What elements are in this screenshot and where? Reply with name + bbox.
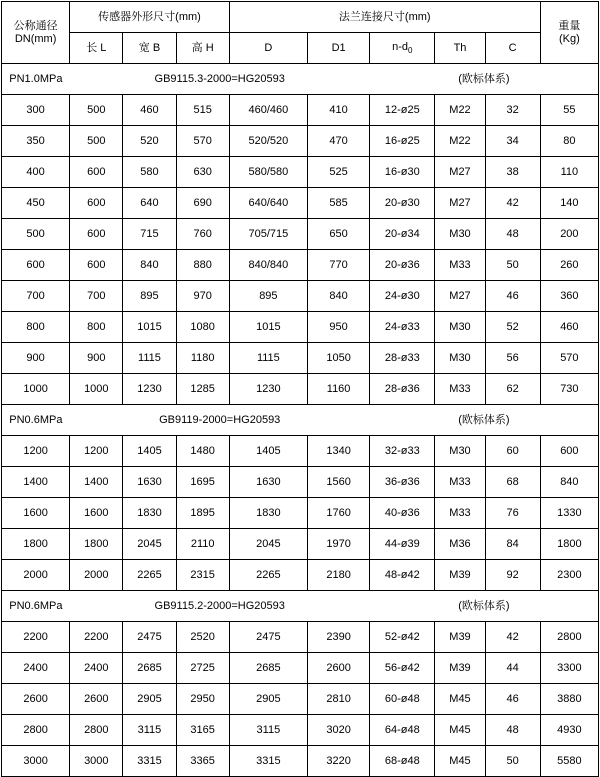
cell-value: 1800 bbox=[540, 529, 598, 560]
cell-value: 3880 bbox=[540, 684, 598, 715]
table-row bbox=[2, 715, 599, 746]
cell-value: 1230 bbox=[229, 374, 307, 405]
cell-value: 470 bbox=[308, 126, 370, 157]
cell-value: 60 bbox=[485, 436, 540, 467]
cell-value: 68-ø48 bbox=[370, 746, 435, 777]
cell-value: 110 bbox=[540, 157, 598, 188]
cell-value: 1895 bbox=[176, 498, 229, 529]
table-row bbox=[2, 281, 599, 312]
cell-value: 3000 bbox=[70, 746, 123, 777]
table-row bbox=[2, 374, 599, 405]
table-row bbox=[2, 467, 599, 498]
table-row bbox=[2, 188, 599, 219]
header-length: 长 L bbox=[70, 33, 123, 64]
cell-value: 16-ø30 bbox=[370, 157, 435, 188]
cell-value: 55 bbox=[540, 95, 598, 126]
specification-table bbox=[1, 1, 599, 777]
cell-dn: 2200 bbox=[2, 622, 70, 653]
cell-value: M30 bbox=[435, 436, 485, 467]
cell-value: M36 bbox=[435, 529, 485, 560]
cell-value: 580 bbox=[123, 157, 176, 188]
table-row bbox=[2, 126, 599, 157]
section-pressure-label: PN0.6MPa bbox=[2, 405, 70, 436]
cell-value: 2950 bbox=[176, 684, 229, 715]
cell-value: 2200 bbox=[70, 622, 123, 653]
cell-dn: 2800 bbox=[2, 715, 70, 746]
cell-value: 1285 bbox=[176, 374, 229, 405]
cell-value: 5580 bbox=[540, 746, 598, 777]
cell-value: 2180 bbox=[308, 560, 370, 591]
section-standard-label: GB9119-2000=HG20593 bbox=[70, 405, 370, 436]
cell-value: 500 bbox=[70, 95, 123, 126]
cell-value: M30 bbox=[435, 312, 485, 343]
cell-value: 48 bbox=[485, 219, 540, 250]
cell-value: 3115 bbox=[123, 715, 176, 746]
cell-value: 2520 bbox=[176, 622, 229, 653]
header-d: D bbox=[229, 33, 307, 64]
cell-value: 4930 bbox=[540, 715, 598, 746]
cell-dn: 1600 bbox=[2, 498, 70, 529]
cell-dn: 1800 bbox=[2, 529, 70, 560]
table-row bbox=[2, 343, 599, 374]
cell-value: 1230 bbox=[123, 374, 176, 405]
cell-value: 2685 bbox=[123, 653, 176, 684]
cell-value: 840 bbox=[123, 250, 176, 281]
table-row bbox=[2, 529, 599, 560]
cell-value: 895 bbox=[229, 281, 307, 312]
section-note-label: (欧标体系) bbox=[370, 64, 599, 95]
cell-value: 76 bbox=[485, 498, 540, 529]
cell-dn: 800 bbox=[2, 312, 70, 343]
cell-value: 1000 bbox=[70, 374, 123, 405]
cell-value: 460/460 bbox=[229, 95, 307, 126]
cell-value: 34 bbox=[485, 126, 540, 157]
section-pressure-label: PN1.0MPa bbox=[2, 64, 70, 95]
cell-value: 1400 bbox=[70, 467, 123, 498]
section-note-label: (欧标体系) bbox=[370, 405, 599, 436]
cell-value: 2600 bbox=[308, 653, 370, 684]
cell-value: 16-ø25 bbox=[370, 126, 435, 157]
cell-value: 600 bbox=[70, 157, 123, 188]
cell-dn: 1200 bbox=[2, 436, 70, 467]
cell-value: 3300 bbox=[540, 653, 598, 684]
cell-value: 2390 bbox=[308, 622, 370, 653]
cell-dn: 2000 bbox=[2, 560, 70, 591]
cell-value: 46 bbox=[485, 281, 540, 312]
header-n-d0-subscript: 0 bbox=[408, 46, 413, 55]
cell-value: M22 bbox=[435, 126, 485, 157]
cell-value: 1405 bbox=[123, 436, 176, 467]
cell-value: 3165 bbox=[176, 715, 229, 746]
cell-value: M45 bbox=[435, 715, 485, 746]
header-weight-line1: 重量 bbox=[558, 19, 581, 32]
table-row bbox=[2, 157, 599, 188]
cell-value: 46 bbox=[485, 684, 540, 715]
header-weight-line2: (Kg) bbox=[558, 32, 580, 45]
cell-value: 80 bbox=[540, 126, 598, 157]
cell-value: 48 bbox=[485, 715, 540, 746]
cell-value: 1405 bbox=[229, 436, 307, 467]
cell-value: 2110 bbox=[176, 529, 229, 560]
cell-value: 28-ø33 bbox=[370, 343, 435, 374]
cell-value: M39 bbox=[435, 560, 485, 591]
cell-value: M30 bbox=[435, 219, 485, 250]
cell-value: 42 bbox=[485, 188, 540, 219]
cell-value: 44 bbox=[485, 653, 540, 684]
cell-value: 3315 bbox=[123, 746, 176, 777]
cell-value: 640 bbox=[123, 188, 176, 219]
cell-value: 24-ø33 bbox=[370, 312, 435, 343]
table-row bbox=[2, 219, 599, 250]
cell-value: 600 bbox=[70, 219, 123, 250]
header-n-d0-main: n-d bbox=[392, 40, 409, 53]
cell-value: 900 bbox=[70, 343, 123, 374]
section-header-row bbox=[2, 405, 599, 436]
cell-dn: 900 bbox=[2, 343, 70, 374]
cell-value: 1115 bbox=[229, 343, 307, 374]
section-standard-label: GB9115.2-2000=HG20593 bbox=[70, 591, 370, 622]
cell-value: M33 bbox=[435, 498, 485, 529]
cell-value: 705/715 bbox=[229, 219, 307, 250]
cell-value: 62 bbox=[485, 374, 540, 405]
cell-value: 1015 bbox=[123, 312, 176, 343]
cell-dn: 2400 bbox=[2, 653, 70, 684]
cell-value: 20-ø30 bbox=[370, 188, 435, 219]
cell-value: 460 bbox=[540, 312, 598, 343]
cell-value: M39 bbox=[435, 622, 485, 653]
cell-dn: 3000 bbox=[2, 746, 70, 777]
cell-value: M27 bbox=[435, 157, 485, 188]
header-height: 高 H bbox=[176, 33, 229, 64]
cell-value: 3315 bbox=[229, 746, 307, 777]
cell-value: 730 bbox=[540, 374, 598, 405]
cell-value: 24-ø30 bbox=[370, 281, 435, 312]
header-weight bbox=[540, 2, 598, 64]
header-th: Th bbox=[435, 33, 485, 64]
cell-value: 840 bbox=[308, 281, 370, 312]
cell-value: 32 bbox=[485, 95, 540, 126]
cell-value: 1830 bbox=[229, 498, 307, 529]
header-row-groups bbox=[2, 2, 599, 33]
table-row bbox=[2, 250, 599, 281]
cell-value: 52 bbox=[485, 312, 540, 343]
table-row bbox=[2, 498, 599, 529]
cell-value: 570 bbox=[176, 126, 229, 157]
table-row bbox=[2, 684, 599, 715]
table-row bbox=[2, 312, 599, 343]
cell-value: 360 bbox=[540, 281, 598, 312]
header-group-flange: 法兰连接尺寸(mm) bbox=[229, 2, 540, 33]
cell-value: 1480 bbox=[176, 436, 229, 467]
cell-value: 2475 bbox=[229, 622, 307, 653]
cell-value: 640/640 bbox=[229, 188, 307, 219]
cell-value: 2800 bbox=[540, 622, 598, 653]
cell-value: 3365 bbox=[176, 746, 229, 777]
cell-value: 50 bbox=[485, 746, 540, 777]
cell-value: 40-ø36 bbox=[370, 498, 435, 529]
cell-value: 1830 bbox=[123, 498, 176, 529]
cell-value: M33 bbox=[435, 467, 485, 498]
cell-dn: 600 bbox=[2, 250, 70, 281]
cell-value: M30 bbox=[435, 343, 485, 374]
header-c: C bbox=[485, 33, 540, 64]
cell-value: 520/520 bbox=[229, 126, 307, 157]
cell-value: 60-ø48 bbox=[370, 684, 435, 715]
cell-value: 12-ø25 bbox=[370, 95, 435, 126]
cell-value: 28-ø36 bbox=[370, 374, 435, 405]
header-n-d0 bbox=[370, 33, 435, 64]
cell-dn: 400 bbox=[2, 157, 70, 188]
cell-value: 895 bbox=[123, 281, 176, 312]
cell-value: 2265 bbox=[123, 560, 176, 591]
cell-value: 84 bbox=[485, 529, 540, 560]
cell-value: 2265 bbox=[229, 560, 307, 591]
cell-dn: 500 bbox=[2, 219, 70, 250]
header-d1: D1 bbox=[308, 33, 370, 64]
cell-value: 2725 bbox=[176, 653, 229, 684]
cell-value: 715 bbox=[123, 219, 176, 250]
table-row bbox=[2, 95, 599, 126]
cell-value: 48-ø42 bbox=[370, 560, 435, 591]
cell-value: 2810 bbox=[308, 684, 370, 715]
cell-value: M27 bbox=[435, 188, 485, 219]
cell-value: 1560 bbox=[308, 467, 370, 498]
cell-value: 770 bbox=[308, 250, 370, 281]
cell-value: 56-ø42 bbox=[370, 653, 435, 684]
cell-value: 410 bbox=[308, 95, 370, 126]
cell-value: 600 bbox=[70, 250, 123, 281]
cell-value: 1330 bbox=[540, 498, 598, 529]
cell-value: 1115 bbox=[123, 343, 176, 374]
table-body bbox=[2, 2, 599, 777]
cell-value: 880 bbox=[176, 250, 229, 281]
header-group-sensor: 传感器外形尺寸(mm) bbox=[70, 2, 230, 33]
cell-value: 68 bbox=[485, 467, 540, 498]
cell-value: 32-ø33 bbox=[370, 436, 435, 467]
cell-value: 50 bbox=[485, 250, 540, 281]
cell-value: 1695 bbox=[176, 467, 229, 498]
section-header-row bbox=[2, 591, 599, 622]
cell-value: M45 bbox=[435, 684, 485, 715]
table-row bbox=[2, 653, 599, 684]
cell-value: 1050 bbox=[308, 343, 370, 374]
cell-value: 20-ø36 bbox=[370, 250, 435, 281]
cell-value: 2905 bbox=[229, 684, 307, 715]
cell-value: 20-ø34 bbox=[370, 219, 435, 250]
cell-value: 840 bbox=[540, 467, 598, 498]
cell-value: 1800 bbox=[70, 529, 123, 560]
cell-value: 500 bbox=[70, 126, 123, 157]
cell-value: M22 bbox=[435, 95, 485, 126]
cell-value: 36-ø36 bbox=[370, 467, 435, 498]
cell-value: 800 bbox=[70, 312, 123, 343]
cell-value: 42 bbox=[485, 622, 540, 653]
cell-value: 520 bbox=[123, 126, 176, 157]
cell-value: 44-ø39 bbox=[370, 529, 435, 560]
table-row bbox=[2, 436, 599, 467]
table-row bbox=[2, 560, 599, 591]
header-width: 宽 B bbox=[123, 33, 176, 64]
table-row bbox=[2, 746, 599, 777]
cell-value: M45 bbox=[435, 746, 485, 777]
cell-value: 1160 bbox=[308, 374, 370, 405]
cell-value: 840/840 bbox=[229, 250, 307, 281]
cell-value: 2905 bbox=[123, 684, 176, 715]
cell-value: 1200 bbox=[70, 436, 123, 467]
cell-value: 3020 bbox=[308, 715, 370, 746]
cell-value: M27 bbox=[435, 281, 485, 312]
section-standard-label: GB9115.3-2000=HG20593 bbox=[70, 64, 370, 95]
spec-sheet bbox=[0, 1, 600, 767]
cell-value: 1970 bbox=[308, 529, 370, 560]
cell-dn: 2600 bbox=[2, 684, 70, 715]
cell-value: 525 bbox=[308, 157, 370, 188]
cell-value: 1630 bbox=[229, 467, 307, 498]
cell-value: 1600 bbox=[70, 498, 123, 529]
section-note-label: (欧标体系) bbox=[370, 591, 599, 622]
cell-value: 950 bbox=[308, 312, 370, 343]
cell-value: 2300 bbox=[540, 560, 598, 591]
cell-value: M33 bbox=[435, 250, 485, 281]
cell-value: 64-ø48 bbox=[370, 715, 435, 746]
cell-value: 570 bbox=[540, 343, 598, 374]
cell-value: 460 bbox=[123, 95, 176, 126]
cell-value: 1180 bbox=[176, 343, 229, 374]
section-pressure-label: PN0.6MPa bbox=[2, 591, 70, 622]
cell-value: 2600 bbox=[70, 684, 123, 715]
cell-value: 600 bbox=[70, 188, 123, 219]
cell-value: 2400 bbox=[70, 653, 123, 684]
cell-value: 600 bbox=[540, 436, 598, 467]
cell-value: 260 bbox=[540, 250, 598, 281]
cell-value: 56 bbox=[485, 343, 540, 374]
cell-value: 2475 bbox=[123, 622, 176, 653]
cell-value: 1340 bbox=[308, 436, 370, 467]
table-row bbox=[2, 622, 599, 653]
cell-value: 52-ø42 bbox=[370, 622, 435, 653]
cell-dn: 450 bbox=[2, 188, 70, 219]
cell-value: 1080 bbox=[176, 312, 229, 343]
cell-value: 2000 bbox=[70, 560, 123, 591]
cell-value: 92 bbox=[485, 560, 540, 591]
cell-value: 630 bbox=[176, 157, 229, 188]
header-dn-line1: 公称通径 bbox=[13, 19, 58, 32]
cell-value: 2045 bbox=[123, 529, 176, 560]
cell-value: 2685 bbox=[229, 653, 307, 684]
cell-dn: 300 bbox=[2, 95, 70, 126]
cell-value: 970 bbox=[176, 281, 229, 312]
cell-value: 1760 bbox=[308, 498, 370, 529]
cell-value: 2045 bbox=[229, 529, 307, 560]
cell-value: 580/580 bbox=[229, 157, 307, 188]
cell-value: 3115 bbox=[229, 715, 307, 746]
section-header-row bbox=[2, 64, 599, 95]
cell-value: M33 bbox=[435, 374, 485, 405]
cell-value: 38 bbox=[485, 157, 540, 188]
cell-value: 760 bbox=[176, 219, 229, 250]
header-row-columns bbox=[2, 33, 599, 64]
cell-value: 690 bbox=[176, 188, 229, 219]
cell-value: 650 bbox=[308, 219, 370, 250]
cell-value: 1015 bbox=[229, 312, 307, 343]
header-dn-line2: DN(mm) bbox=[14, 32, 57, 45]
cell-value: 2315 bbox=[176, 560, 229, 591]
cell-value: 140 bbox=[540, 188, 598, 219]
cell-value: 3220 bbox=[308, 746, 370, 777]
cell-value: 585 bbox=[308, 188, 370, 219]
cell-value: 700 bbox=[70, 281, 123, 312]
cell-value: 200 bbox=[540, 219, 598, 250]
cell-dn: 350 bbox=[2, 126, 70, 157]
cell-dn: 1400 bbox=[2, 467, 70, 498]
cell-value: 515 bbox=[176, 95, 229, 126]
cell-dn: 1000 bbox=[2, 374, 70, 405]
cell-dn: 700 bbox=[2, 281, 70, 312]
header-dn bbox=[2, 2, 70, 64]
cell-value: 1630 bbox=[123, 467, 176, 498]
cell-value: 2800 bbox=[70, 715, 123, 746]
cell-value: M39 bbox=[435, 653, 485, 684]
